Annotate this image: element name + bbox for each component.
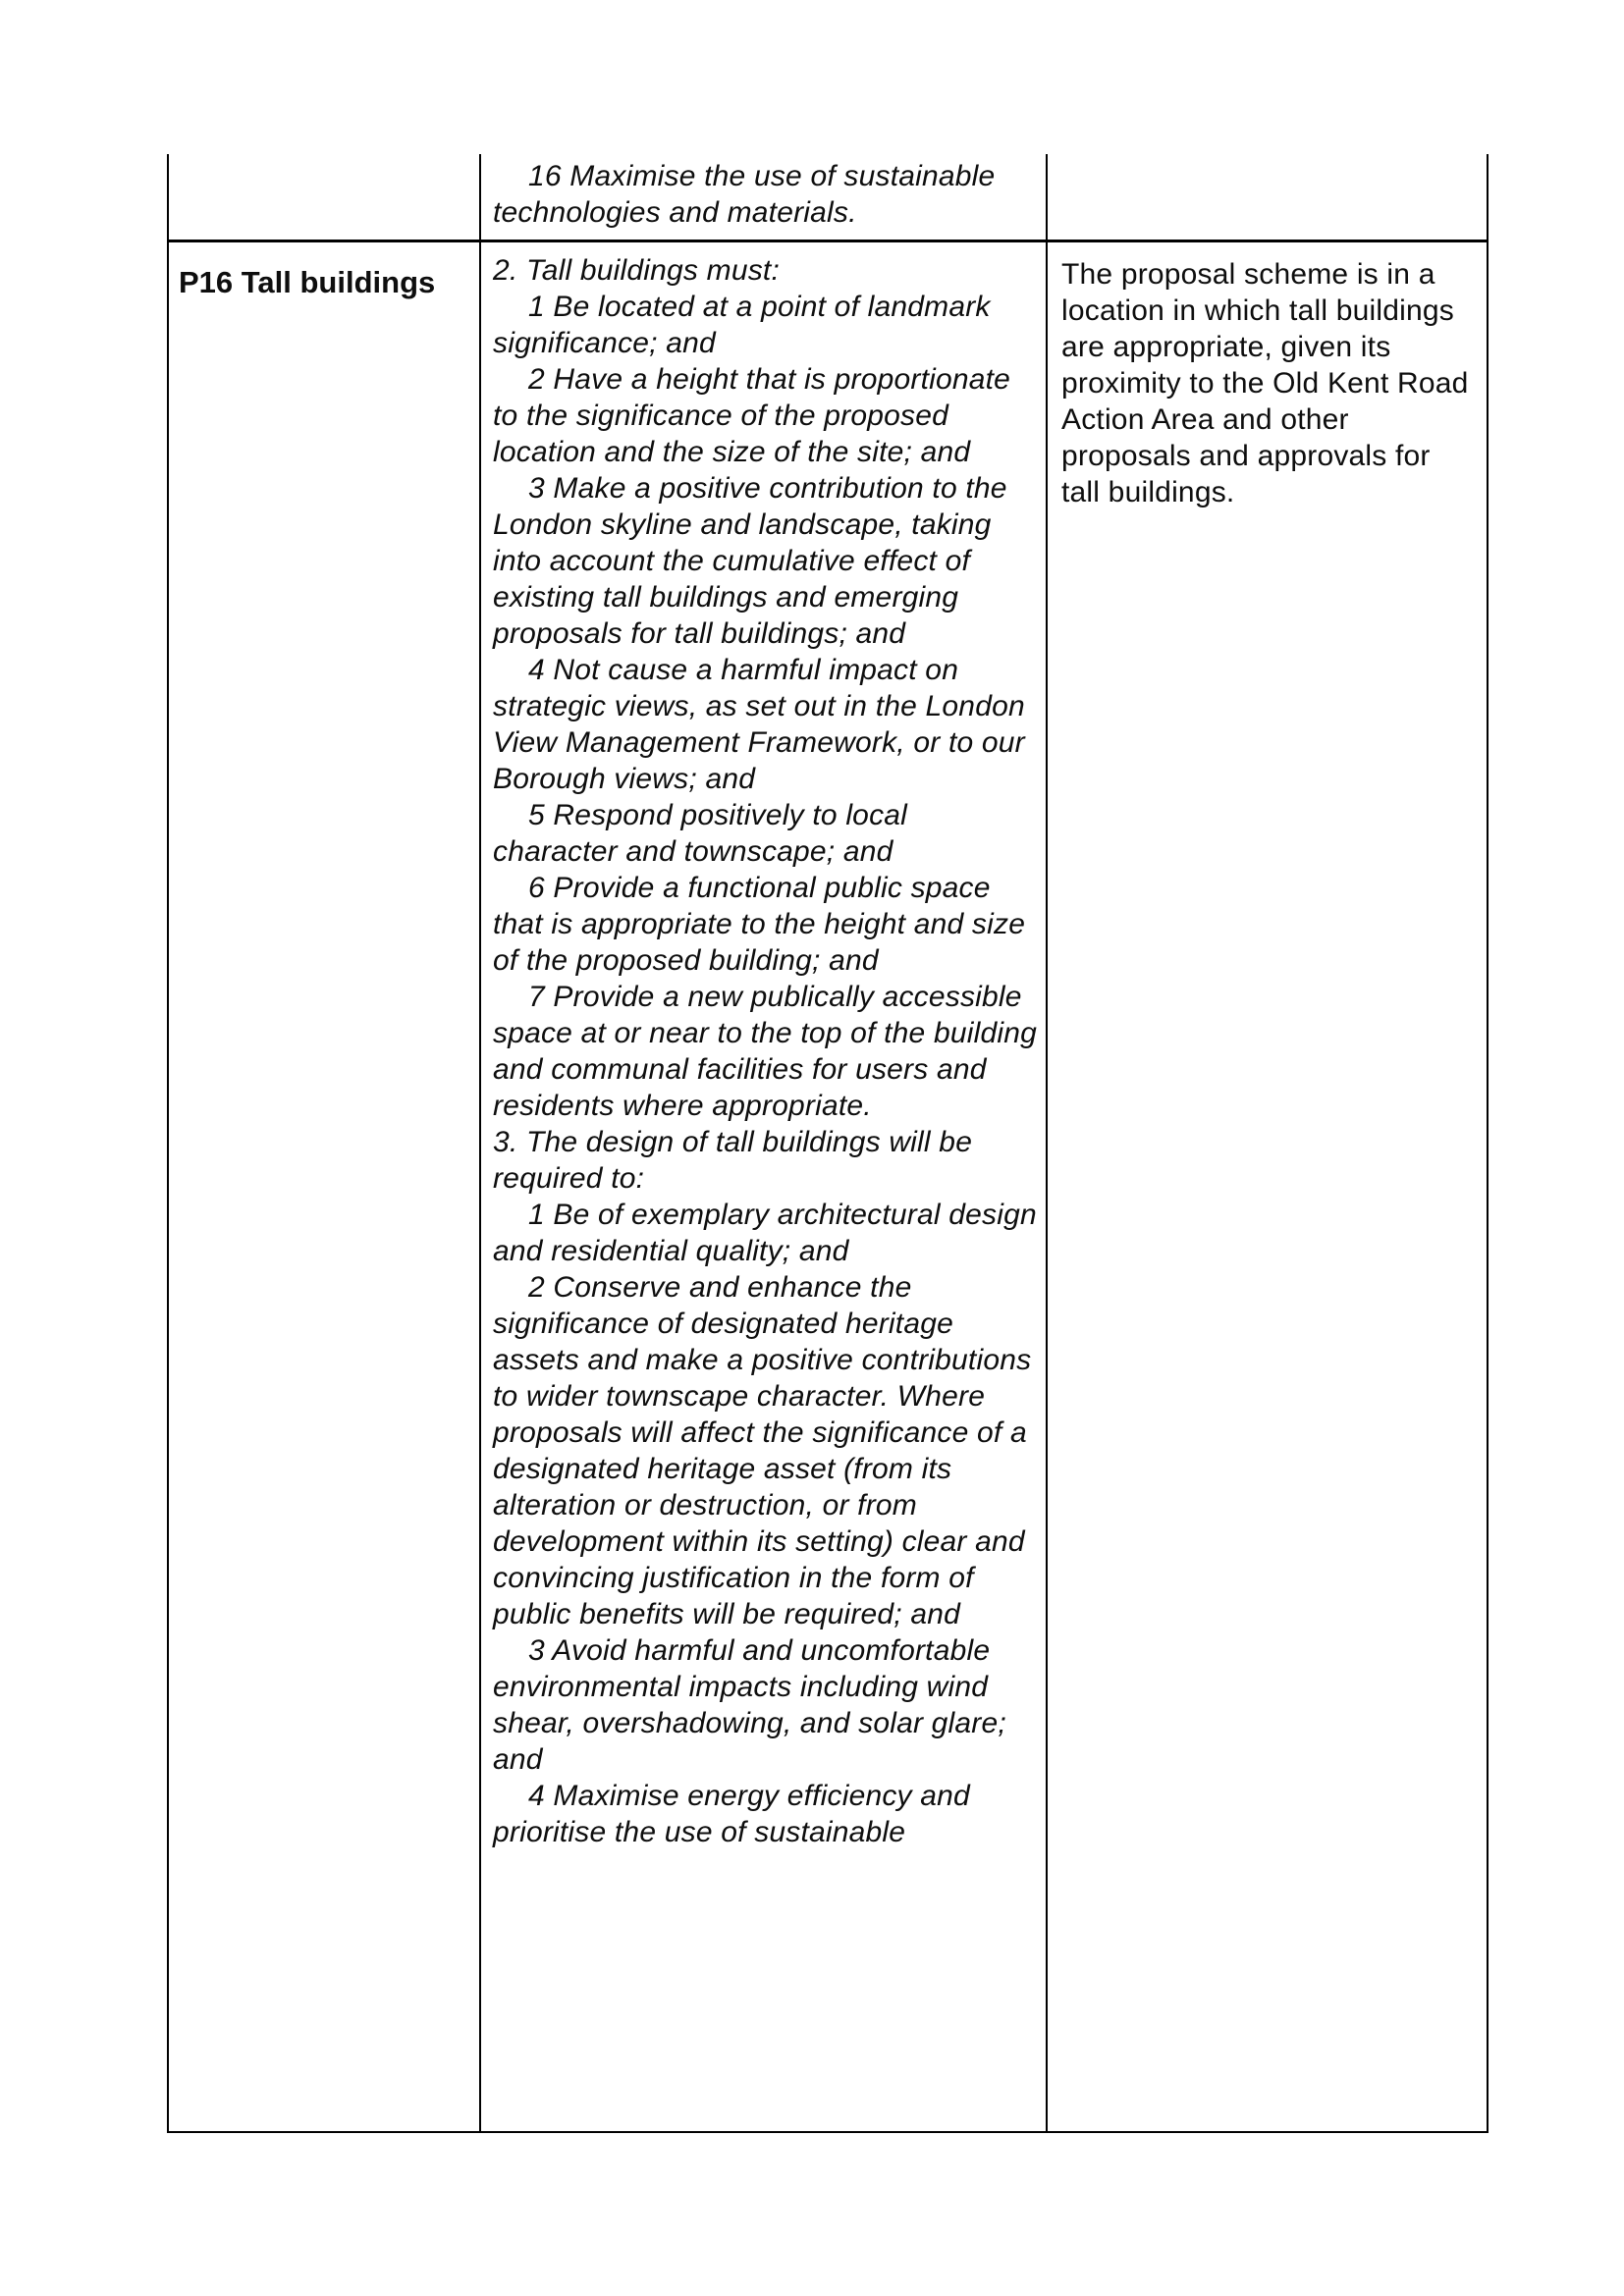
paragraph: The proposal scheme is in a location in which tall buildings are appropriate, given its proximity to the Old Kent Road Action Area and other proposals and approvals for tall buildings. [1061,258,1469,508]
paragraph: 3 Avoid harmful and uncomfortable environmental impacts including wind shear, overshadowing, and solar glare; and [493,1634,1006,1776]
paragraph: 2. Tall buildings must: [493,254,780,287]
paragraph: 1 Be of exemplary architectural design and residential quality; and [493,1199,1037,1267]
policy-name-cell [167,154,479,242]
policy-text-cell [479,154,1046,242]
paragraph: 2 Conserve and enhance the significance of designated heritage assets and make a positive contributions to wider townscape character. Where proposals will affect the significance of a designated heritage asset (from its alteration or destruction, or from development within its setting) clear and convincing justification in the form of public benefits will be required; and [493,1271,1032,1630]
paragraph: 3 Make a positive contribution to the London skyline and landscape, taking into account the cumulative effect of existing tall buildings and emerging proposals for tall buildings; and [493,472,1007,650]
paragraph: 4 Not cause a harmful impact on strategic views, as set out in the London View Management Framework, or to our Borough views; and [493,654,1025,795]
paragraph: 2 Have a height that is proportionate to the significance of the proposed location and the size of the site; and [493,363,1011,468]
paragraph: 5 Respond positively to local character and townscape; and [493,799,908,868]
paragraph: 4 Maximise energy efficiency and prioritise the use of sustainable [493,1780,970,1848]
paragraph: 7 Provide a new publically accessible space at or near to the top of the building and communal facilities for users and residents where appropriate. [493,981,1037,1122]
policy-assessment-table [167,154,1489,2133]
paragraph: 1 Be located at a point of landmark significance; and [493,291,991,359]
paragraph: 6 Provide a functional public space that is appropriate to the height and size of the proposed building; and [493,872,1026,977]
paragraph: 16 Maximise the use of sustainable technologies and materials. [493,160,996,229]
assessment-cell [1046,154,1489,242]
policy-text-cell [479,242,1046,2133]
paragraph: 3. The design of tall buildings will be required to: [493,1126,973,1195]
assessment-cell [1046,242,1489,2133]
policy-name-cell: P16 Tall buildings [167,242,479,2133]
